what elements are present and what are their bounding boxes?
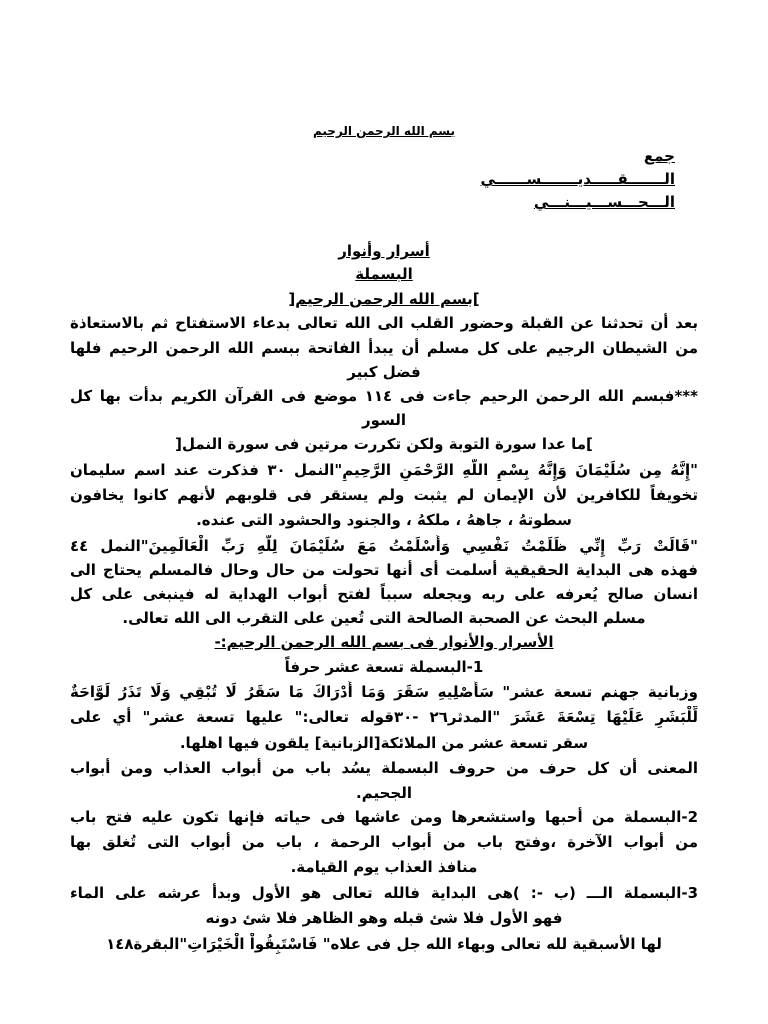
section-heading-secrets: الأسرار والأنوار فى بسم الله الرحمن الرحيم:- xyxy=(214,633,554,651)
body-line: سطوتهُ ، جاههُ ، ملكهُ ، والجنود والحشود التى عنده. xyxy=(196,511,572,529)
basmala-title: بسم الله الرحمن الرحيم xyxy=(312,124,456,138)
body-line: فضل كبير xyxy=(347,363,421,381)
quran-verse-line: وزبانية جهنم تسعة عشر" سَأُصْلِيهِ سَقَرَ وَمَا أَدْرَاكَ مَا سَقَرُ لَا تُبْقِي وَلَا تَذَرُ لَوَّاحَةٌ xyxy=(70,683,698,701)
quran-verse-line: لها الأسبقية لله تعالى وبهاء الله جل فى علاه" فَاسْتَبِقُواْ الْخَيْرَاتِ"البقرة١٤٨ xyxy=(106,935,662,953)
body-line: سقر تسعة عشر من الملائكة[الزبانية] يلقون فيها اهلها. xyxy=(179,734,589,752)
quran-verse-line: "إِنَّهُ مِن سُلَيْمَانَ وَإِنَّهُ بِسْمِ اللَّهِ الرَّحْمَنِ الرَّحِيمِ"النمل ٣٠ فذكرت عند اسم سليمان xyxy=(70,461,698,479)
body-line: المعنى أن كل حرف من حروف البسملة يسُد باب من أبواب العذاب ومن أبواب xyxy=(70,759,698,777)
quran-verse-line: لِّلْبَشَرِ عَلَيْهَا تِسْعَةَ عَشَرَ "المدثر٢٦ -٣٠قوله تعالى:" عليها تسعة عشر" أي على xyxy=(70,708,698,726)
body-line: انسان صالح يُعرفه على ربه ويجعله سبباً لفتح أبواب الهداية له فينبغى على كل xyxy=(70,585,698,603)
body-line: السور xyxy=(361,411,407,429)
heading-basmala: البسملة xyxy=(355,265,413,283)
list-item-line: 2-البسملة من أحبها واستشعرها ومن عاشها فى حياته فإنها تكون عليه فتح باب xyxy=(70,808,698,826)
body-line: فهذه هى البداية الحقيقية أسلمت أى أنها تحولت من حال وحال فالمسلم يحتاج الى xyxy=(70,561,698,579)
heading-secrets-lights: أسرار وأنوار xyxy=(338,242,430,260)
body-line: الجحيم. xyxy=(356,784,412,802)
body-line: منافذ العذاب يوم القيامة. xyxy=(290,858,478,876)
body-line: فهو الأول فلا شئ قبله وهو الظاهر فلا شئ دونه xyxy=(205,909,563,927)
heading-basmala-bracketed: ]بسم الله الرحمن الرحيم[ xyxy=(288,290,480,308)
body-line: بعد أن تحدثنا عن القبلة وحضور القلب الى الله تعالى بدعاء الاستفتاح ثم بالاستعاذة xyxy=(70,314,698,332)
quran-verse-line: "قَالَتْ رَبِّ إِنِّي ظَلَمْتُ نَفْسِي وَأَسْلَمْتُ مَعَ سُلَيْمَانَ لِلَّهِ رَبِّ الْعَالَمِينَ"النمل ٤٤ xyxy=(70,537,698,555)
author-name-line2: الـــحـــســـيـــنـــي xyxy=(533,193,675,211)
author-name-line1: الـــــــقـــــديـــــــســــــي xyxy=(480,170,675,188)
list-item-line: 3-البسملة الـــ (ب -: )هى البداية فالله تعالى هو الأول وبدأ عرشه على الماء xyxy=(70,884,698,902)
body-line: من الشيطان الرجيم على كل مسلم أن يبدأ الفاتحة ببسم الله الرحمن الرحيم فلها xyxy=(70,339,698,357)
body-line: ***فبسم الله الرحمن الرحيم جاءت فى ١١٤ موضع فى القرآن الكريم بدأت بها كل xyxy=(70,387,698,405)
body-line: من أبواب الآخرة ،وفتح باب من أبواب الرحمة ، باب من أبواب التى تُغلق بها xyxy=(70,833,698,851)
body-line: تخويفاً للكافرين لأن الإيمان لم يثبت ولم يستقر فى قلوبهم لأنهم كانوا يخافون xyxy=(70,486,698,504)
list-item-heading: 1-البسملة تسعة عشر حرفاً xyxy=(284,658,484,676)
body-line: ]ما عدا سورة التوبة ولكن تكررت مرتين فى سورة النمل[ xyxy=(175,435,593,453)
body-line: مسلم البحث عن الصحبة الصالحة التى تُعين على التقرب الى الله تعالى. xyxy=(122,609,646,627)
compiled-label: جمع xyxy=(643,147,675,165)
